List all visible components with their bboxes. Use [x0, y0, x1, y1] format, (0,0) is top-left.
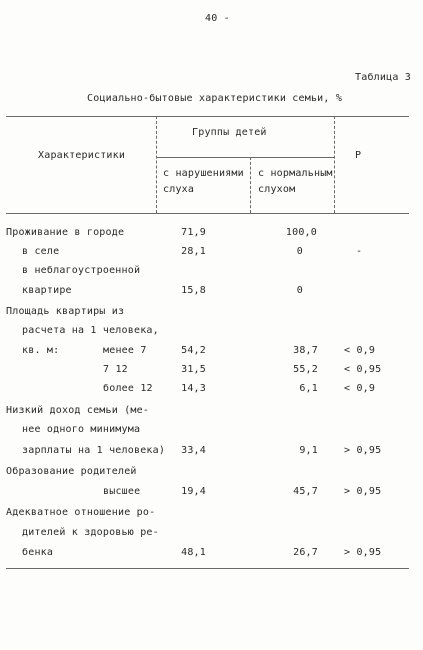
column-divider-3 — [334, 116, 335, 213]
header-groups: Группы детей — [192, 127, 267, 138]
value-normal-hearing: 55,2 — [293, 364, 318, 375]
header-characteristics: Характеристики — [38, 150, 126, 161]
value-p: < 0,95 — [344, 364, 382, 375]
header-p: P — [355, 150, 362, 161]
value-normal-hearing: 45,7 — [293, 486, 318, 497]
value-p: < 0,9 — [344, 345, 376, 356]
row-label: нее одного минимума — [22, 424, 141, 435]
row-label: квартире — [22, 285, 72, 296]
table-title: Социально-бытовые характеристики семьи, % — [87, 93, 343, 104]
header-bottom-rule — [6, 213, 409, 214]
value-hearing-impaired: 54,2 — [181, 345, 206, 356]
header-col1-line1: с нарушениями — [163, 168, 244, 179]
value-hearing-impaired: 33,4 — [181, 445, 206, 456]
row-sublabel: высшее — [103, 486, 141, 497]
header-col1-line2: слуха — [163, 184, 195, 195]
row-label: в селе — [22, 246, 60, 257]
page-number: 40 - — [205, 13, 230, 24]
row-label: кв. м: — [22, 345, 60, 356]
table-top-rule — [6, 116, 409, 117]
value-p: > 0,95 — [344, 445, 382, 456]
value-p: > 0,95 — [344, 547, 382, 558]
row-label: бенка — [22, 547, 54, 558]
value-p: - — [356, 246, 363, 257]
row-sublabel: менее 7 — [103, 345, 147, 356]
row-label: Площадь квартиры из — [6, 306, 125, 317]
value-normal-hearing: 100,0 — [285, 227, 317, 238]
value-hearing-impaired: 28,1 — [181, 246, 206, 257]
header-col2-line1: с нормальным — [258, 168, 333, 179]
column-divider-1 — [156, 116, 157, 213]
value-hearing-impaired: 15,8 — [181, 285, 206, 296]
value-hearing-impaired: 31,5 — [181, 364, 206, 375]
value-normal-hearing: 26,7 — [293, 547, 318, 558]
table-bottom-rule — [6, 568, 409, 569]
row-label: дителей к здоровью ре- — [22, 527, 159, 538]
value-hearing-impaired: 48,1 — [181, 547, 206, 558]
value-normal-hearing: 0 — [296, 285, 303, 296]
value-p: < 0,9 — [344, 383, 376, 394]
row-label: Проживание в городе — [6, 227, 125, 238]
value-p: > 0,95 — [344, 486, 382, 497]
row-label: зарплаты на 1 человека) — [22, 445, 166, 456]
header-col2-line2: слухом — [258, 184, 296, 195]
group-header-rule — [156, 157, 334, 158]
value-normal-hearing: 9,1 — [299, 445, 318, 456]
table-label: Таблица 3 — [355, 72, 411, 83]
value-hearing-impaired: 14,3 — [181, 383, 206, 394]
row-sublabel: 7 12 — [103, 364, 128, 375]
value-normal-hearing: 6,1 — [299, 383, 318, 394]
row-label: Низкий доход семьи (ме- — [6, 405, 150, 416]
row-label: расчета на 1 человека, — [22, 325, 159, 336]
row-label: Образование родителей — [6, 466, 137, 477]
value-hearing-impaired: 19,4 — [181, 486, 206, 497]
column-divider-2 — [250, 157, 251, 213]
value-hearing-impaired: 71,9 — [181, 227, 206, 238]
value-normal-hearing: 0 — [296, 246, 303, 257]
value-normal-hearing: 38,7 — [293, 345, 318, 356]
row-label: в неблагоустроенной — [22, 265, 141, 276]
row-label: Адекватное отношение ро- — [6, 507, 156, 518]
row-sublabel: более 12 — [103, 383, 153, 394]
